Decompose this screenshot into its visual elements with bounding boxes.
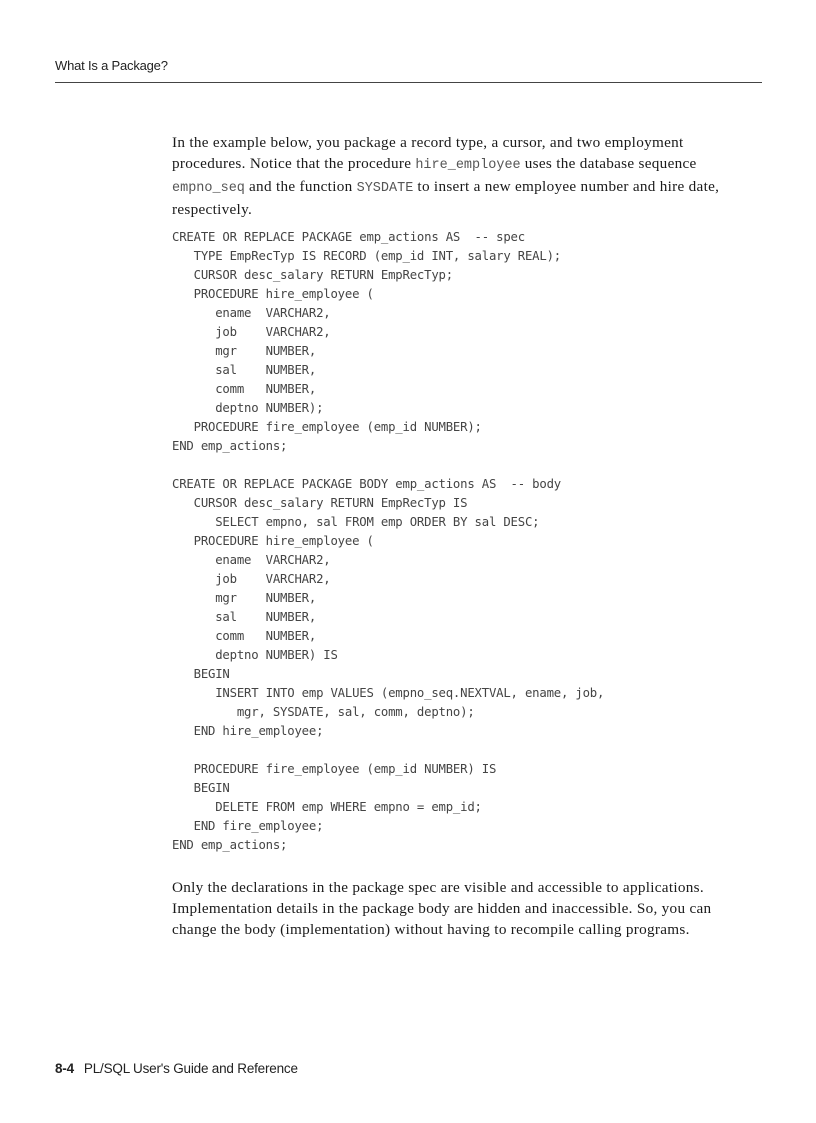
code-line: mgr NUMBER, — [172, 591, 317, 605]
code-line: ename VARCHAR2, — [172, 553, 331, 567]
code-line: comm NUMBER, — [172, 629, 317, 643]
code-line: BEGIN — [172, 781, 230, 795]
code-line: mgr, SYSDATE, sal, comm, deptno); — [172, 705, 475, 719]
intro-paragraph — [172, 132, 742, 220]
page-footer — [55, 1061, 298, 1076]
code-line — [172, 741, 742, 760]
code-line: INSERT INTO emp VALUES (empno_seq.NEXTVAL, ename, job, — [172, 686, 605, 700]
code-line: PROCEDURE fire_employee (emp_id NUMBER); — [172, 420, 482, 434]
code-line: CURSOR desc_salary RETURN EmpRecTyp; — [172, 268, 453, 282]
code-line: CREATE OR REPLACE PACKAGE emp_actions AS -- spec — [172, 230, 525, 244]
code-listing — [172, 228, 742, 855]
code-line: CREATE OR REPLACE PACKAGE BODY emp_actions AS -- body — [172, 477, 561, 491]
code-line: PROCEDURE fire_employee (emp_id NUMBER) IS — [172, 762, 497, 776]
code-line: mgr NUMBER, — [172, 344, 317, 358]
code-line: ename VARCHAR2, — [172, 306, 331, 320]
code-line: END hire_employee; — [172, 724, 324, 738]
intro-text-2: uses the database sequence — [520, 155, 697, 172]
code-line: DELETE FROM emp WHERE empno = emp_id; — [172, 800, 482, 814]
inline-code-empno-seq: empno_seq — [172, 181, 245, 196]
code-line: SELECT empno, sal FROM emp ORDER BY sal DESC; — [172, 515, 540, 529]
code-line: sal NUMBER, — [172, 610, 317, 624]
page-content — [172, 132, 742, 940]
code-line: deptno NUMBER); — [172, 401, 324, 415]
running-head: What Is a Package? — [55, 58, 168, 73]
code-line: END emp_actions; — [172, 838, 288, 852]
code-line: PROCEDURE hire_employee ( — [172, 534, 374, 548]
code-line — [172, 456, 742, 475]
code-line: PROCEDURE hire_employee ( — [172, 287, 374, 301]
code-line: BEGIN — [172, 667, 230, 681]
inline-code-hire-employee: hire_employee — [415, 158, 521, 173]
code-line: deptno NUMBER) IS — [172, 648, 338, 662]
code-line: CURSOR desc_salary RETURN EmpRecTyp IS — [172, 496, 468, 510]
code-line: TYPE EmpRecTyp IS RECORD (emp_id INT, salary REAL); — [172, 249, 561, 263]
book-title: PL/SQL User's Guide and Reference — [83, 1061, 298, 1076]
inline-code-sysdate: SYSDATE — [356, 181, 414, 196]
page-number: 8-4 — [55, 1061, 74, 1076]
code-line: END emp_actions; — [172, 439, 288, 453]
code-line: job VARCHAR2, — [172, 572, 331, 586]
closing-paragraph: Only the declarations in the package spec are visible and accessible to applications. Implementation details in the package body are hidden and inaccessible. So, you can change the body (implementation) without having to recompile calling programs. — [172, 879, 712, 938]
code-line: job VARCHAR2, — [172, 325, 331, 339]
code-line: comm NUMBER, — [172, 382, 317, 396]
header-rule — [55, 82, 762, 83]
code-line: END fire_employee; — [172, 819, 324, 833]
code-line: sal NUMBER, — [172, 363, 317, 377]
intro-text-3: and the function — [244, 178, 357, 195]
intro-text-1: In the example below, you package a record type, a cursor, and two employment procedures. Notice that the procedure — [172, 134, 684, 172]
intro-text-4: to insert a new employee number and hire date, respectively. — [172, 178, 720, 218]
